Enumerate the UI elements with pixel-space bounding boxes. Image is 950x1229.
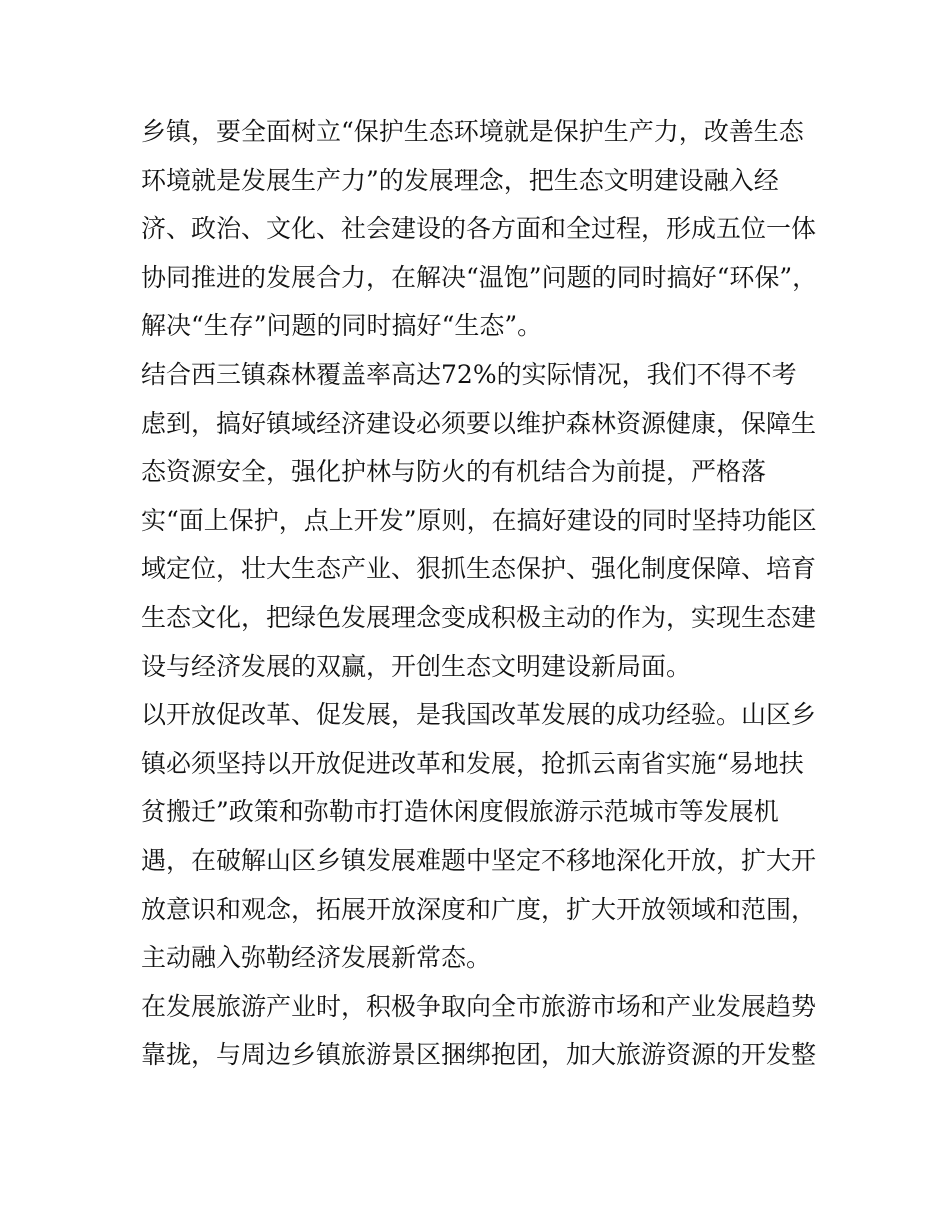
text-line: 域定位，壮大生态产业、狠抓生态保护、强化制度保障、培育 (141, 554, 817, 584)
text-line: 在发展旅游产业时，积极争取向全市旅游市场和产业发展趋势 (141, 991, 817, 1021)
text-line: 放意识和观念，拓展开放深度和广度，扩大开放领域和范围， (141, 894, 817, 924)
text-line: 靠拢，与周边乡镇旅游景区捆绑抱团，加大旅游资源的开发整 (141, 1040, 817, 1070)
text-line: 主动融入弥勒经济发展新常态。 (141, 943, 492, 973)
text-line: 贫搬迁”政策和弥勒市打造休闲度假旅游示范城市等发展机 (141, 797, 779, 827)
text-line: 协同推进的发展合力，在解决“温饱”问题的同时搞好“环保”， (141, 262, 818, 292)
text-line: 遇，在破解山区乡镇发展难题中坚定不移地深化开放，扩大开 (141, 845, 817, 875)
text-line: 乡镇，要全面树立“保护生态环境就是保护生产力，改善生态 (141, 117, 804, 146)
text-line: 镇必须坚持以开放促进改革和发展，抢抓云南省实施“易地扶 (141, 748, 804, 778)
text-line: 态资源安全，强化护林与防火的有机结合为前提，严格落 (141, 457, 767, 487)
text-line: 结合西三镇森林覆盖率高达72%的实际情况，我们不得不考 (141, 359, 797, 389)
text-line: 设与经济发展的双赢，开创生态文明建设新局面。 (141, 651, 692, 681)
text-line: 解决“生存”问题的同时搞好“生态”。 (141, 311, 543, 341)
text-line: 以开放促改革、促发展，是我国改革发展的成功经验。山区乡 (141, 700, 817, 730)
text-line: 实“面上保护，点上开发”原则，在搞好建设的同时坚持功能区 (141, 505, 817, 535)
text-line: 虑到，搞好镇域经济建设必须要以维护森林资源健康，保障生 (141, 408, 817, 438)
text-line: 生态文化，把绿色发展理念变成积极主动的作为，实现生态建 (141, 602, 817, 632)
body-text (141, 108, 821, 1080)
text-line: 环境就是发展生产力”的发展理念，把生态文明建设融入经 (141, 165, 779, 195)
text-line: 济、政治、文化、社会建设的各方面和全过程，形成五位一体 (141, 214, 817, 244)
